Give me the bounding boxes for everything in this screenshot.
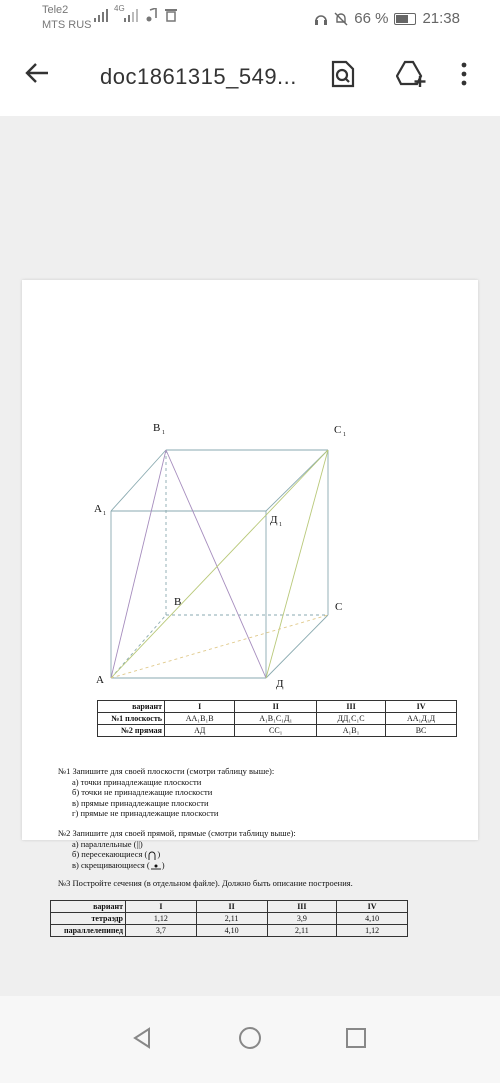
table-cell: вариант <box>98 701 165 713</box>
vertex-subscript: 1 <box>103 511 106 517</box>
clock: 21:38 <box>422 10 460 27</box>
task-1-title: №1 Запишите для своей плоскости (смотри таблицу выше): <box>58 766 275 776</box>
table-cell: А₁В₁ <box>317 725 386 737</box>
table-cell: 1,12 <box>126 913 197 925</box>
system-nav-bar <box>0 996 500 1083</box>
nav-home-button[interactable] <box>238 1026 264 1052</box>
trash-icon <box>164 8 178 25</box>
search-document-icon <box>330 60 356 88</box>
circle-home-icon <box>238 1026 262 1050</box>
carrier-2: MTS RUS <box>42 19 92 31</box>
vertex-label-b: B <box>174 596 182 608</box>
table-cell: II <box>235 701 317 713</box>
carrier-1: Tele2 <box>42 4 69 16</box>
table-cell: I <box>126 901 197 913</box>
table-row <box>98 701 457 713</box>
diagonal-line <box>166 450 266 678</box>
table-cell: I <box>165 701 235 713</box>
status-right <box>314 10 460 27</box>
vertex-label-d1: Д <box>270 514 278 526</box>
task-1-item: б) точки не принадлежащие плоскости <box>72 787 213 797</box>
carrier-info <box>42 3 92 33</box>
vertex-label-c1: C <box>334 424 342 436</box>
battery-icon <box>394 13 416 25</box>
task-1 <box>58 766 274 819</box>
network-type: 4G <box>114 4 125 13</box>
cube-hidden-edge <box>111 615 166 678</box>
table-cell: СС₁ <box>235 725 317 737</box>
task-2-close: ) <box>161 860 165 871</box>
table-cell: ДД₁С₁С <box>317 713 386 725</box>
triangle-back-icon <box>130 1026 154 1050</box>
table-cell: АА₁Д₁Д <box>386 713 457 725</box>
sections-table <box>50 900 408 937</box>
table-cell: вариант <box>51 901 126 913</box>
intersect-symbol-icon <box>147 850 157 860</box>
table-cell: параллелепипед <box>51 925 126 937</box>
nav-recents-button[interactable] <box>344 1026 370 1052</box>
vertex-label-a: A <box>96 674 104 686</box>
diagonal-line <box>111 450 328 678</box>
cube-figure <box>22 280 478 700</box>
table-cell: 1,12 <box>337 925 408 937</box>
table-row <box>51 913 408 925</box>
table-cell: АД <box>165 725 235 737</box>
table-cell: 3,7 <box>126 925 197 937</box>
diagonal-line <box>111 615 328 678</box>
square-recents-icon <box>344 1026 368 1050</box>
table-cell: №2 прямая <box>98 725 165 737</box>
more-options-button[interactable] <box>460 60 472 88</box>
task-2-title: №2 Запишите для своей прямой, прямые (смотри таблицу выше): <box>58 828 296 838</box>
battery-percent: 66 % <box>354 10 389 27</box>
table-cell: 4,10 <box>337 913 408 925</box>
mute-bell-icon <box>334 12 348 26</box>
table-row <box>51 925 408 937</box>
table-row <box>51 901 408 913</box>
nav-back-button[interactable] <box>130 1026 156 1052</box>
add-to-drive-button[interactable] <box>396 60 424 88</box>
task-2-item: а) параллельные (||) <box>72 838 143 849</box>
table-cell: 3,9 <box>267 913 337 925</box>
task-2-item <box>58 860 296 871</box>
search-document-button[interactable] <box>330 60 358 88</box>
task-2-item-text: б) пересекающиеся ( <box>72 849 148 859</box>
table-row <box>98 725 457 737</box>
task-1-item: в) прямые принадлежащие плоскости <box>72 797 209 808</box>
signal-icon <box>94 8 116 25</box>
table-cell: II <box>196 901 267 913</box>
table-cell: АА₁В₁В <box>165 713 235 725</box>
task-1-item: г) прямые не принадлежащие плоскости <box>72 808 219 818</box>
vertex-label-b1: B <box>153 422 161 434</box>
cube-edge <box>111 450 166 511</box>
task-1-item: а) точки принадлежащие плоскости <box>72 776 202 787</box>
table-cell: ВС <box>386 725 457 737</box>
skew-symbol-icon <box>150 861 162 871</box>
diagonal-line <box>111 450 166 678</box>
table-cell: III <box>267 901 337 913</box>
variants-table <box>97 700 457 737</box>
table-cell: 4,10 <box>196 925 267 937</box>
headphones-icon <box>314 12 328 26</box>
task-2-item <box>58 849 296 860</box>
vertex-label-c: C <box>335 601 343 613</box>
table-cell: 2,11 <box>196 913 267 925</box>
table-cell: III <box>317 701 386 713</box>
vertex-subscript: 1 <box>162 430 165 436</box>
drive-add-icon <box>396 60 426 88</box>
table-cell: 2,11 <box>267 925 337 937</box>
more-vert-icon <box>460 60 468 88</box>
document-viewer[interactable] <box>0 116 500 996</box>
task-3-title: №3 Постройте сечения (в отдельном файле). Должно быть описание построения. <box>58 878 353 888</box>
table-cell: №1 плоскость <box>98 713 165 725</box>
vertex-subscript: 1 <box>343 432 346 438</box>
table-cell: тетраэдр <box>51 913 126 925</box>
task-2-close: ) <box>157 849 161 859</box>
arrow-back-icon <box>24 60 50 86</box>
task-3 <box>58 878 353 889</box>
vertex-subscript: 1 <box>279 522 282 528</box>
back-button[interactable] <box>24 60 54 90</box>
table-cell: А₁В₁С₁Д₁ <box>235 713 317 725</box>
vertex-label-d: Д <box>276 678 284 690</box>
status-bar <box>0 0 500 36</box>
task-2-item-text: в) скрещивающиеся ( <box>72 860 150 871</box>
table-cell: IV <box>337 901 408 913</box>
signal-icon-2 <box>124 8 138 25</box>
table-cell: IV <box>386 701 457 713</box>
document-title: doc1861315_549... <box>100 64 297 89</box>
document-page <box>22 280 478 935</box>
task-2 <box>58 828 296 871</box>
music-icon <box>146 8 158 25</box>
vertex-label-a1: A <box>94 503 102 515</box>
app-toolbar <box>0 36 500 116</box>
diagonal-line <box>266 450 328 678</box>
table-row <box>98 713 457 725</box>
